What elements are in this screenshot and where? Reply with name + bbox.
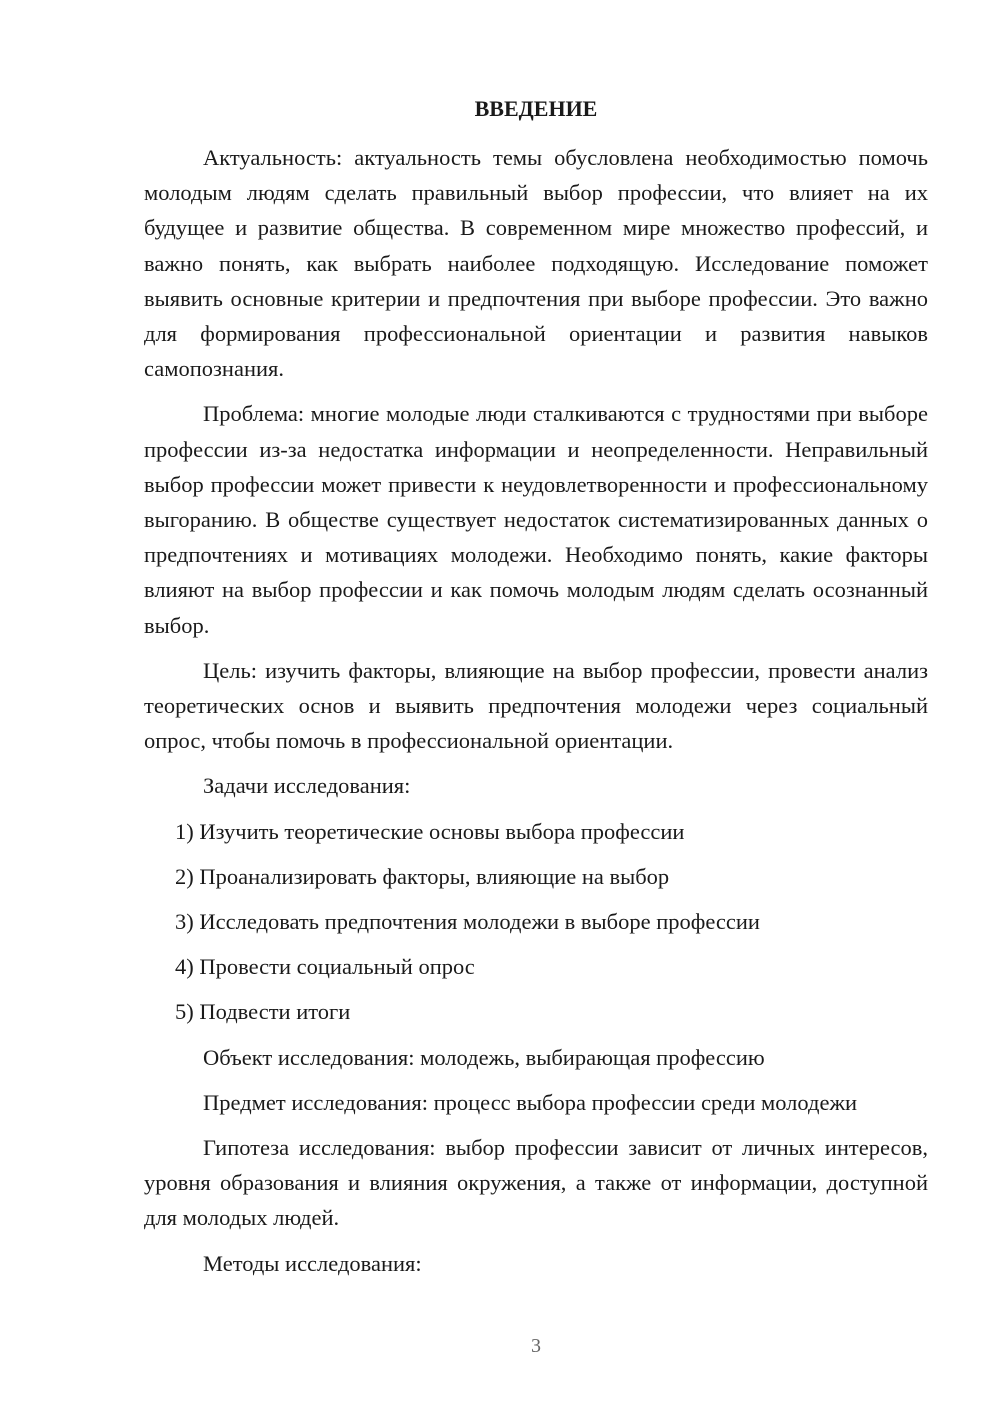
methods-heading: Методы исследования: <box>203 1250 422 1276</box>
paragraph-object: Объект исследования: молодежь, выбирающая профессию <box>203 1044 765 1070</box>
list-item: 5) Подвести итоги <box>175 999 351 1025</box>
list-item: 2) Проанализировать факторы, влияющие на выбор <box>175 863 670 889</box>
tasks-list <box>144 814 928 1030</box>
page-content <box>144 94 928 1291</box>
paragraph-problem: Проблема: многие молодые люди сталкиваются с трудностями при выборе профессии из-за недостатка информации и неопределенности. Неправильный выбор профессии может привести к неудовлетворенности и профессиональному выгоранию. В обществе существует недостаток систематизированных данных о предпочтениях и мотивациях молодежи. Необходимо понять, какие факторы влияют на выбор профессии и как помочь молодым людям сделать осознанный выбор. <box>144 401 928 638</box>
paragraph-hypothesis: Гипотеза исследования: выбор профессии зависит от личных интересов, уровня образования и влияния окружения, а также от информации, доступной для молодых людей. <box>144 1135 928 1231</box>
list-item: 4) Провести социальный опрос <box>175 954 475 980</box>
list-item: 1) Изучить теоретические основы выбора профессии <box>175 818 685 844</box>
page-number: 3 <box>531 1335 541 1357</box>
section-title: ВВЕДЕНИЕ <box>474 96 598 121</box>
paragraph-goal: Цель: изучить факторы, влияющие на выбор профессии, провести анализ теоретических основ и выявить предпочтения молодежи через социальный опрос, чтобы помочь в профессиональной ориентации. <box>144 657 928 754</box>
list-item: 3) Исследовать предпочтения молодежи в выборе профессии <box>175 909 760 935</box>
paragraph-relevance: Актуальность: актуальность темы обусловлена необходимостью помочь молодым людям сделать правильный выбор профессии, что влияет на их будущее и развитие общества. В современном мире множество профессий, и важно понять, как выбрать наиболее подходящую. Исследование поможет выявить основные критерии и предпочтения при выборе профессии. Это важно для формирования профессиональной ориентации и развития навыков самопознания. <box>144 145 928 382</box>
tasks-heading: Задачи исследования: <box>203 773 411 799</box>
paragraph-subject: Предмет исследования: процесс выбора профессии среди молодежи <box>203 1089 858 1115</box>
